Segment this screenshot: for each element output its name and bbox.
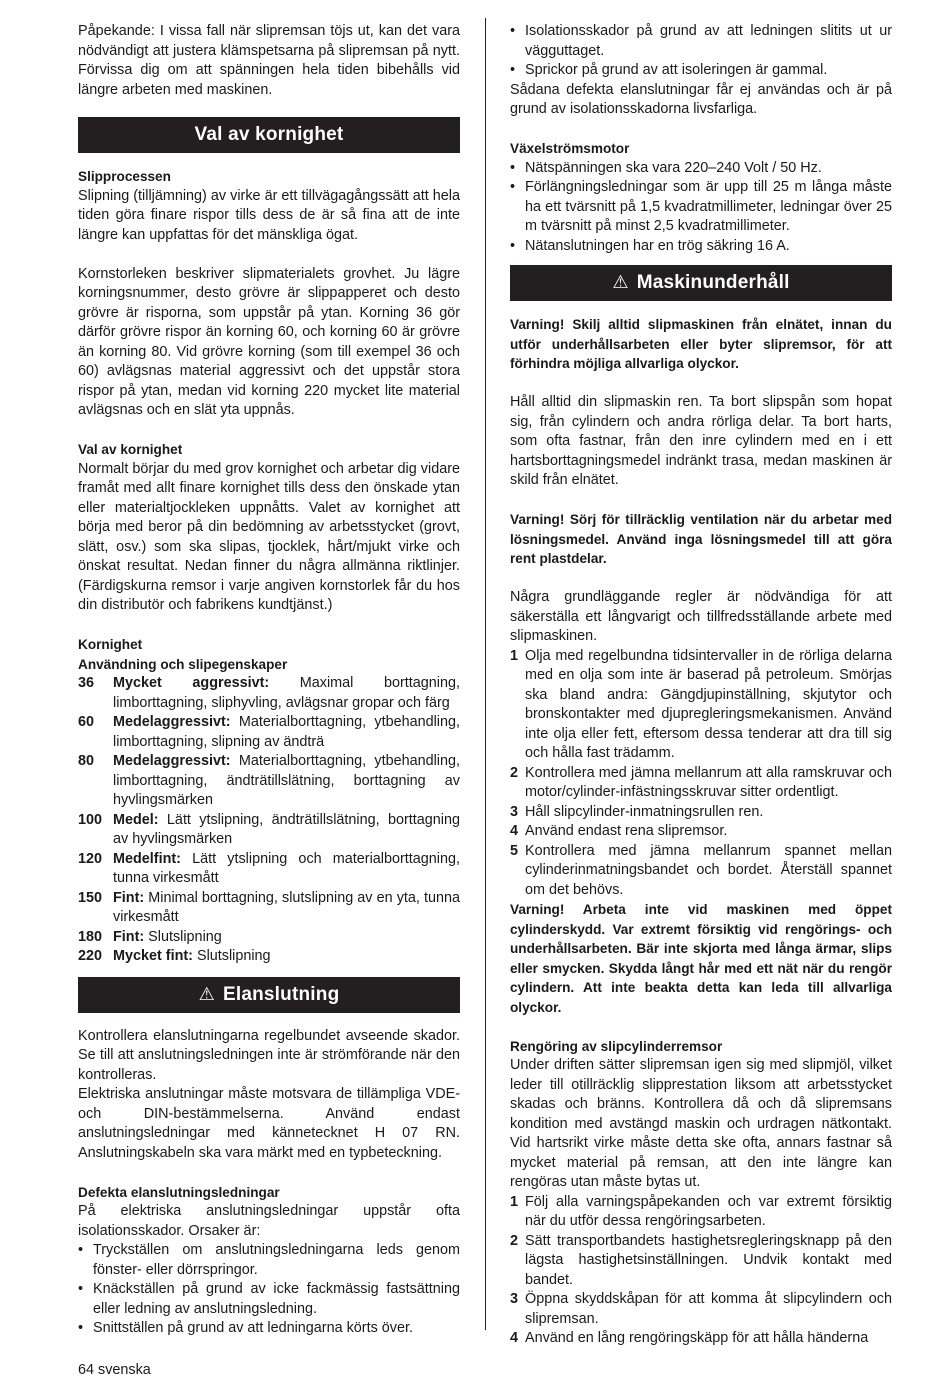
subheading-choice: Val av kornighet [78,442,183,457]
list-item: 2 Kontrollera med jämna mellanrum att alla ramskruvar och motor/cylinder-infästningsskruvar sitter ordentligt. [510,764,892,800]
warning-paragraph-3: Varning! Arbeta inte vid maskinen med öppet cylinderskydd. Var extremt försiktig vid rengörings- och underhållsarbeten. Bär inte skjorta med långa ärmar, slips eller smycken. Skydda långt hår med ett nät när du rengör cylindern. Att inte beakta detta kan leda till allvarliga olyckor. [510,902,892,1015]
defect-list-continued [510,22,892,81]
list-item: 4 Använd endast rena slipremsor. [510,823,728,839]
subheading-grit-table: Kornighet [78,637,143,652]
grit-item: 220 Mycket fint: Slutslipning [78,948,271,964]
section-heading-electric-label: Elanslutning [222,983,340,1005]
list-item: • Knäckställen på grund av icke fackmässig fastsättning eller ledning av anslutningsledning. [78,1280,460,1319]
warning-paragraph-2: Varning! Sörj för tillräcklig ventilation när du arbetar med lösningsmedel. Använd inga lösningsmedel till att göra rent plastdelar. [510,512,892,566]
motor-list [510,159,892,257]
section-heading-maintenance-label: Maskinunderhåll [636,272,790,294]
section-heading-maintenance [510,265,892,301]
grit-list [78,674,460,967]
process-paragraph: Slipning (tilljämning) av virke är ett tillvägagångssätt att hela tiden göra finare rispor tills dess de är så fina att de inte längre kan uppfattas för det mänskliga ögat. [78,187,460,243]
grit-item: 150 Fint: Minimal borttagning, slutslipning av en yta, tunna virkesmått [78,889,460,925]
list-item: • Nätanslutningen har en trög säkring 16 A. [510,237,892,257]
list-item: • Tryckställen om anslutningsledningarna leds genom fönster- eller dörrspringor. [78,1241,460,1280]
grit-item: 36 Mycket aggressivt: Maximal borttagning, limborttagning, sliphyvling, avlägsnar gropar och färg [78,675,460,711]
subheading-motor: Växelströmsmotor [510,141,630,156]
belt-paragraph: Under driften sätter slipremsan igen sig med slipmjöl, vilket leder till otillräcklig slipprestation liksom att arbetsstycket skadas och bränns. Kontrollera då och då slipremsans kondition med avstängd maskin och urdragen nätkontakt. Vid hartsrikt virke måste detta ske ofta, annars fastnar så mycket material på remsan, att den inte längre kan rengöras utan måste bytas ut. [510,1057,892,1190]
defect-paragraph: På elektriska anslutningsledningar uppstår ofta isolationsskador. Orsaker är: [78,1203,460,1239]
warning-triangle-icon: ⚠ [198,983,215,1004]
subheading-belt: Rengöring av slipcylinderremsor [510,1038,723,1054]
left-column [78,22,460,1339]
rules-list [510,647,892,901]
list-item: • Snittställen på grund av att ledningarna körts över. [78,1319,460,1339]
defect-end-paragraph: Sådana defekta elanslutningar får ej användas och är på grund av isolationsskadorna livsfarliga. [510,81,892,117]
intro-paragraph: Påpekande: I vissa fall när slipremsan töjs ut, kan det vara nödvändigt att justera klämspetsarna på slipremsan på nytt. Förvissa dig om att spänningen hela tiden bibehålls vid längre arbeten med maskinen. [78,23,460,98]
warning-paragraph-1: Varning! Skilj alltid slipmaskinen från elnätet, innan du utför underhållsarbeten eller byter slipremsor, för att förhindra möjliga allvarliga olyckor. [510,317,892,371]
electric-paragraph-1: Kontrollera elanslutningarna regelbundet avseende skador. Se till att anslutningsledningen inte är strömförande när den kontrolleras. [78,1027,460,1083]
section-heading-grit-label: Val av kornighet [194,124,344,146]
list-item: 1 Följ alla varningspåpekanden och var extremt försiktig när du utför dessa rengöringsarbeten. [510,1193,892,1229]
list-item: • Sprickor på grund av att isoleringen är gammal. [510,61,892,81]
subheading-process: Slipprocessen [78,169,171,184]
rules-paragraph: Några grundläggande regler är nödvändiga för att säkerställa ett långvarigt och tillfredsställande arbete med slipmaskinen. [510,589,892,644]
list-item: • Nätspänningen ska vara 220–240 Volt / 50 Hz. [510,159,892,179]
list-item: 2 Sätt transportbandets hastighetsregleringsknapp på den lägsta hastighetsinställningen. Undvik kontakt med bandet. [510,1232,892,1288]
warning-triangle-icon: ⚠ [612,272,629,293]
list-item: 4 Använd en lång rengöringskäpp för att hålla händerna [510,1330,869,1346]
grit-item: 180 Fint: Slutslipning [78,928,222,945]
defect-list [78,1241,460,1339]
list-item: 3 Öppna skyddskåpan för att komma åt slipcylindern och slipremsan. [510,1291,892,1327]
subheading-use: Användning och slipegenskaper [78,656,288,672]
grain-paragraph: Kornstorleken beskriver slipmaterialets grovhet. Ju lägre korningsnummer, desto grövre är slippapperet och desto grövre är risporna, som uppstår på ytan. Korning 36 gör därför grövre rispor än korning 60, och korning 60 är grövre än korning 80. Vid grövre korning (som till exempel 36 och 60) avlägsnas material aggressivt och det uppstår stora rispor på ytan, medan vid korning 220 mycket lite material avlägsnas och en slät yta uppnås. [78,265,460,418]
list-item: 3 Håll slipcylinder-inmatningsrullen ren. [510,803,764,820]
choice-paragraph: Normalt börjar du med grov kornighet och arbetar dig vidare framåt med allt finare kornighet tills dess den önskade ytan eller materialtjockleken uppnåtts. Valet av kornighet att börja med beror på din bedömning av arbetsstycket (grovt, slätt, osv.) som ska slipas, tjocklek, hårt/mjukt virke och önskat resultat. Nedan finner du några allmänna riktlinjer. (Färdigskurna remsor i varje angiven kornstorlek får du hos din distributör och fabrikens kundtjänst.) [78,460,460,613]
list-item: • Isolationsskador på grund av att ledningen slitits ut ur vägguttaget. [510,22,892,61]
electric-paragraph-2: Elektriska anslutningar måste motsvara de tillämpliga VDE- och DIN-bestämmelserna. Använd endast anslutningsledningar med kännetecknet H 07 RN. Anslutningskabeln ska vara märkt med en typbeteckning. [78,1086,460,1161]
subheading-defect: Defekta elanslutningsledningar [78,1184,280,1200]
grit-item: 120 Medelfint: Lätt ytslipning och materialborttagning, tunna virkesmått [78,850,460,886]
belt-steps-list [510,1193,892,1349]
right-column [510,22,892,1349]
section-heading-grit [78,117,460,153]
grit-item: 100 Medel: Lätt ytslipning, ändträtillslätning, borttagning av hyvlingsmärken [78,811,460,847]
page-footer: 64 svenska [78,1362,151,1378]
list-item: 5 Kontrollera med jämna mellanrum spannet mellan cylinderinmatningsbandet och bordet. Återställ spannet om det behövs. [510,842,892,898]
column-divider [485,18,486,1330]
list-item: 1 Olja med regelbundna tidsintervaller in de rörliga delarna med en olja som inte är baserad på petroleum. Smörjas ska bland andra: Gängdjupinställning, skjutytor och bronskontakter med djupregleringsmekanismen. Använd inte olja eller fett, eftersom dessa tenderar att dra till sig och hålla fast trädamm. [510,647,892,761]
grit-item: 80 Medelaggressivt: Materialborttagning, ytbehandling, limborttagning, ändträtillslätning, borttagning av hyvlingsmärken [78,753,460,808]
grit-item: 60 Medelaggressivt: Materialborttagning, ytbehandling, limborttagning, slipning av ändträ [78,714,460,750]
clean-paragraph: Håll alltid din slipmaskin ren. Ta bort slipspån som hopat sig, från cylindern och andra rörliga delar. Ta bort harts, som ofta fastnar, från den inre cylindern med en i ett hartsborttagningsmedel indränkt trasa, medan maskinen är skild från elnätet. [510,394,892,488]
list-item: • Förlängningsledningar som är upp till 25 m långa måste ha ett tvärsnitt på 1,5 kvadratmillimeter, ledningar över 25 m tvärsnitt på minst 2,5 kvadratmillimeter. [510,178,892,237]
section-heading-electric [78,977,460,1013]
